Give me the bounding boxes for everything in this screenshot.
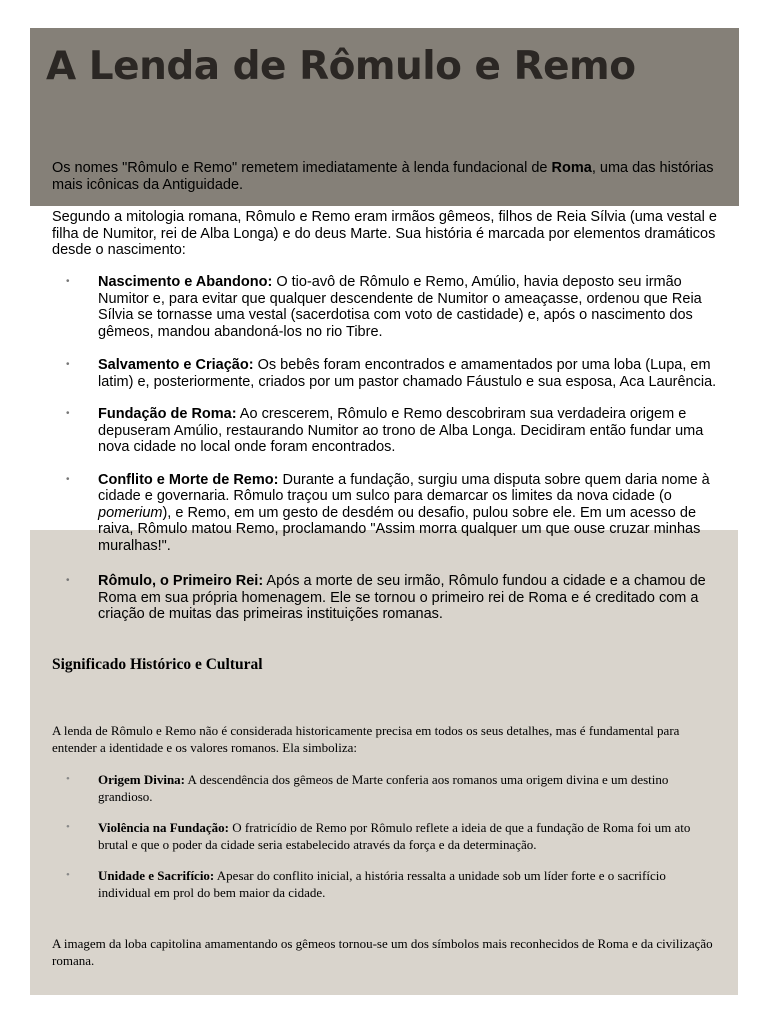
list-item: • Conflito e Morte de Remo: Durante a fundação, surgiu uma disputa sobre quem daria nome à cidade e governaria. Rômulo traçou um sulco para demarcar os limites da nova cidade (o pomerium), e Remo, em um gesto de desdém ou desafio, pulou sobre ele. Em um acesso de raiva, Rômulo matou Remo, proclamando "Assim morra qualquer um que ouse cruzar minhas muralhas!". xyxy=(66,471,710,554)
bullet-icon: • xyxy=(66,575,70,586)
bullet-icon: • xyxy=(66,276,70,287)
closing-paragraph: A imagem da loba capitolina amamentando os gêmeos tornou-se um dos símbolos mais reconhecidos de Roma e da civilização romana. xyxy=(52,936,713,968)
bullet-icon: • xyxy=(66,773,70,785)
list-item: • Salvamento e Criação: Os bebês foram encontrados e amamentados por uma loba (Lupa, em latim) e, posteriormente, criados por um pastor chamado Fáustulo e sua esposa, Aca Laurência. xyxy=(66,357,717,390)
list-item: • Rômulo, o Primeiro Rei: Após a morte de seu irmão, Rômulo fundou a cidade e a chamou de Roma em sua própria homenagem. Ele se tornou o primeiro rei de Roma e é creditado com a criação de muitas das primeiras instituições romanas. xyxy=(66,573,706,622)
bullet-icon: • xyxy=(66,408,70,419)
section-heading: Significado Histórico e Cultural xyxy=(52,656,263,673)
mythology-paragraph: Segundo a mitologia romana, Rômulo e Remo eram irmãos gêmeos, filhos de Reia Sílvia (uma vestal e filha de Numitor, rei de Alba Longa) e do deus Marte. Sua história é marcada por elementos dramáticos desde o nascimento: xyxy=(52,209,717,258)
list-item: • Violência na Fundação: O fratricídio de Remo por Rômulo reflete a ideia de que a fundação de Roma foi um ato brutal e que o poder da cidade seria estabelecido através da força e da determinação. xyxy=(66,820,691,852)
bullet-icon: • xyxy=(66,359,70,370)
page-title: A Lenda de Rômulo e Remo xyxy=(46,44,636,89)
story-list xyxy=(52,274,720,623)
list-item: • Fundação de Roma: Ao crescerem, Rômulo e Remo descobriram sua verdadeira origem e depuseram Amúlio, restaurando Numitor ao trono de Alba Longa. Decidiram então fundar uma nova cidade no local onde foram encontrados. xyxy=(66,406,704,455)
bullet-icon: • xyxy=(66,869,70,881)
bullet-icon: • xyxy=(66,821,70,833)
intro-bold-roma: Roma xyxy=(551,160,592,176)
significance-paragraph: A lenda de Rômulo e Remo não é considerada historicamente precisa em todos os seus detalhes, mas é fundamental para entender a identidade e os valores romanos. Ela simboliza: xyxy=(52,723,680,755)
list-item: • Unidade e Sacrifício: Apesar do conflito inicial, a história ressalta a unidade sob um líder forte e o sacrifício individual em prol do bem maior da cidade. xyxy=(66,868,666,900)
intro-paragraph: Os nomes "Rômulo e Remo" remetem imediatamente à lenda fundacional de Roma, uma das histórias mais icônicas da Antiguidade. xyxy=(52,160,714,193)
bullet-icon: • xyxy=(66,473,70,485)
significance-list xyxy=(52,771,720,901)
list-item: • Nascimento e Abandono: O tio-avô de Rômulo e Remo, Amúlio, havia deposto seu irmão Numitor e, para evitar que qualquer descendente de Numitor o ameaçasse, ordenou que Reia Sílvia se tornasse uma vestal (sacerdotisa com voto de castidade) e, após o nascimento dos gêmeos, mandou abandoná-los no rio Tibre. xyxy=(66,274,702,340)
list-item: • Origem Divina: A descendência dos gêmeos de Marte conferia aos romanos uma origem divina e um destino grandioso. xyxy=(66,772,669,804)
